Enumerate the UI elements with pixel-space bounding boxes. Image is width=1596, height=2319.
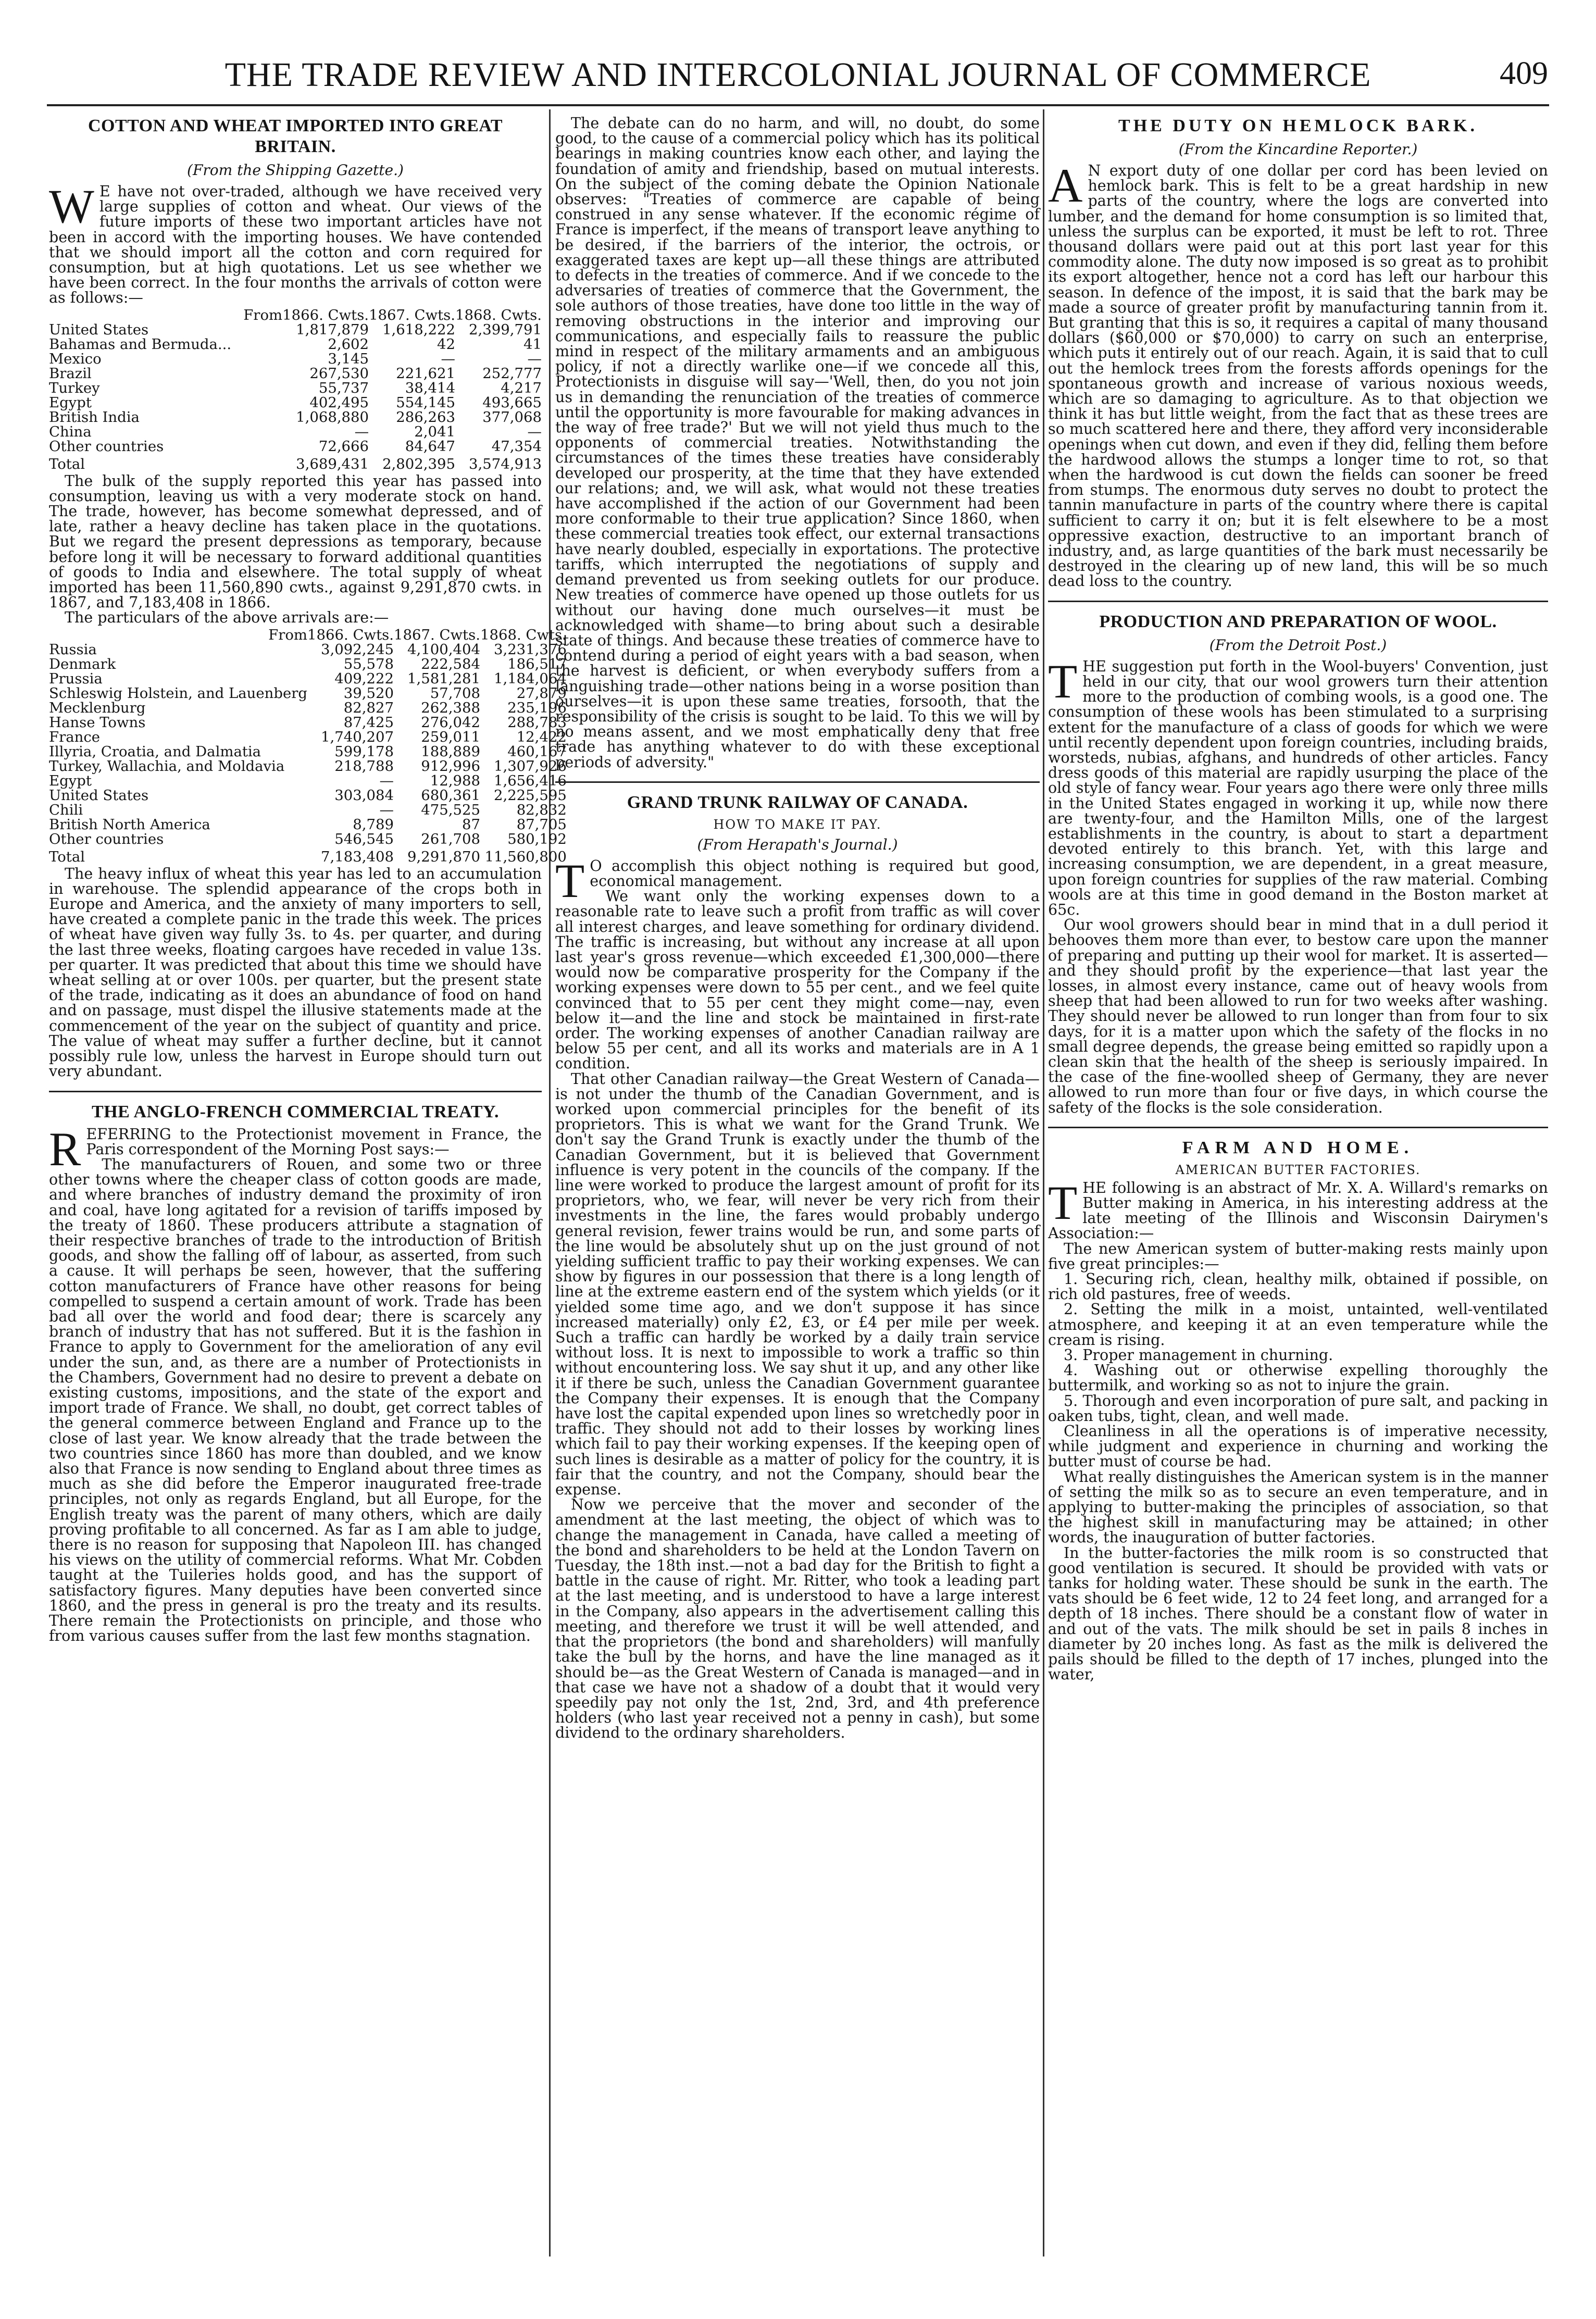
- journal-title: THE TRADE REVIEW AND INTERCOLONIAL JOURNAL OF COMMERCE: [225, 56, 1371, 94]
- table-cell-value: 2,399,791: [469, 321, 542, 338]
- table-cell-value: 222,584: [421, 655, 480, 672]
- table-cell-value: 57,708: [430, 684, 480, 702]
- table-cell-value: 42: [437, 335, 456, 353]
- table-cell-label: Schleswig Holstein, and Lauenberg: [49, 684, 308, 702]
- table-cell-value: 55,578: [343, 655, 394, 672]
- table-cell-value: 1,184,064: [493, 670, 567, 687]
- table-cell-value: —: [354, 423, 369, 440]
- table-cell-label: Mexico: [49, 350, 102, 367]
- table-cell-label: Prussia: [49, 670, 103, 687]
- paragraph: We want only the working expenses down to a reasonable rate to leave such a profit from traffic as will cover all interest charges, and leave something for ordinary dividend. The traffic is increasing, but without any increase at all upon last year's gross revenue—which exceeded £1,300,000—there would now be comparative prosperity for the Company if the working expenses were down to 55 per cent., and we feel quite convinced that to 55 per cent they might come—nay, even below it—and the line and stock be maintained in first-rate order. The working expenses of another Canadian railway are below 55 per cent, and all its works and materials are in A 1 condition.: [555, 888, 1040, 1073]
- table-cell-value: 41: [523, 335, 542, 353]
- article-title-hemlock: THE DUTY ON HEMLOCK BARK.: [1118, 116, 1478, 135]
- table-cell-value: 3,231,376: [493, 641, 567, 658]
- table-cell-label: Chili: [49, 801, 83, 818]
- table-cell-label: Turkey, Wallachia, and Moldavia: [49, 757, 285, 775]
- table-cell-value: 912,996: [421, 757, 480, 775]
- paragraph: In the butter-factories the milk room is so constructed that good ventilation is secured. It should be provided with vats or tanks for holding water. These should be sunk in the earth. The vats should be 6 feet wide, 12 to 24 feet long, and arranged for a depth of 18 inches. There should be a constant flow of water in and out of the vats. The milk should be set in pails 8 inches in diameter by 20 inches long. As fast as the milk is delivered the pails should be filled to the depth of 17 inches, plunged into the water,: [1048, 1544, 1548, 1684]
- table-cell-value: 252,777: [482, 365, 542, 382]
- article-title-farm: FARM AND HOME.: [1182, 1138, 1414, 1157]
- table-cell-value: 554,145: [396, 394, 456, 411]
- table-cell-value: 259,011: [421, 728, 480, 745]
- header-rule: [47, 104, 1549, 106]
- table-header-row: [49, 628, 567, 642]
- table-cell-value: 72,666: [318, 438, 369, 455]
- table-cell-value: 377,068: [482, 408, 542, 426]
- paragraph: The debate can do no harm, and will, no doubt, do some good, to the cause of a commercial policy which has its political bearings in making countries know each other, and laying the foundation of amity and friendship, based on mutual interests. On the subject of the coming debate the Opinion Nationale observes: "Treaties of commerce are capable of being construed in any sense whatever. If the economic régime of France is imperfect, if the means of transport leave anything to be desired, if the barriers of the interior, the octrois, or exaggerated taxes are kept up—all these things are attributed to defects in the treaties of commerce. And if we concede to the adversaries of treaties of commerce that the Government, the sole authors of those treaties, have done too little in the way of removing obstructions in the interior and improving our communications, and especially fails to reassure the public mind in respect of the military armaments and an ambiguous policy, if not a directly warlike one—if we concede all this, Protectionists in disguise will say—'Well, then, do you not join us in demanding the renunciation of the treaties of commerce until the opportunity is more favourable for making advances in the way of free trade?' But we will not yield thus much to the opponents of commercial treaties. Notwithstanding the circumstances of the times these treaties have considerably developed our prosperity, at the time that they have extended our relations; and, we will ask, what would not these treaties have accomplished if the action of our Government had been more conformable to their true application? Since 1860, when these commercial treaties took effect, our external transactions have nearly doubled, especially in exportations. The protective tariffs, which interrupted the negotiations of supply and demand prevented us from seeking outlets for our produce. New treaties of commerce have opened up those outlets for us without our having done much ourselves—it must be acknowledged with shame—to bring about such a desirable state of things. And because these treaties of commerce have to contend during a period of eight years with a bad season, when the harvest is deficient, or when everybody suffers from a languishing trade—other nations being in a worse position than ourselves—it is upon these same treaties, forsooth, that the responsibility of the crisis is sought to be laid. To this we will by no means assent, and we most emphatically deny that free trade has anything whatever to do with these exceptional periods of adversity.": [555, 115, 1040, 771]
- table-row: [49, 395, 542, 410]
- table-cell-value: 3,574,913: [469, 455, 542, 472]
- table-cell-value: 261,708: [421, 830, 480, 847]
- table-cell-value: 87,425: [343, 714, 394, 731]
- table-cell-value: 276,042: [421, 714, 480, 731]
- table-cell-label: Total: [49, 848, 85, 865]
- table-cell-value: 8,789: [353, 816, 394, 833]
- table-cell-label: Turkey: [49, 379, 100, 396]
- table-row: [49, 832, 567, 846]
- paragraph: HE suggestion put forth in the Wool-buyers' Convention, just held in our city, that our wool growers turn their attention more to the production of combing wools, is a good one. The consumption of these wools has been stimulated to a surprising extent for the manufacture of a class of goods for which we were until recently dependent upon foreign countries, including braids, worsteds, nubias, afghans, and hundreds of other articles. Fancy dress goods of this material are rapidly usurping the place of the old style of fancy wear. Four years ago there were only three mills in the United States engaged in working it up, while now there are twenty-four, and the Hamilton Mills, one of the largest establishments in the country, is about to start a department devoted entirely to this branch. Yet, with this large and increasing consumption, we are dependent, in a great measure, upon foreign countries for supplies of the raw material. Combing wools are at this time in good demand in the Boston market at 65c.: [1048, 657, 1548, 918]
- table-cell-value: 186,517: [507, 655, 567, 672]
- table-cell-value: 2,041: [414, 423, 456, 440]
- table-cell-label: Hanse Towns: [49, 714, 146, 731]
- table-cell-value: 87,705: [516, 816, 567, 833]
- column-divider: [549, 109, 551, 2256]
- table-cell-value: 11,560,800: [484, 848, 567, 865]
- table-cell-value: 1866. Cwts.: [282, 306, 369, 323]
- table-row: [49, 322, 542, 337]
- table-row: [49, 642, 567, 657]
- paragraph: The heavy influx of wheat this year has led to an accumulation in warehouse. The splendid appearance of the crops both in Europe and America, and the anxiety of many importers to sell, have created a complete panic in the trade this week. The prices of wheat have given way fully 3s. to 4s. per quarter, and during the last three weeks, floating cargoes have receded in value 13s. per quarter. It was predicted that about this time we should have wheat selling at or over 100s. per quarter, but the present state of the trade, indicating as it does an abundance of food on hand and on passage, must dispel the illusive statements made at the commencement of the year on the subject of quantity and price. The value of wheat may suffer a further decline, but it cannot possibly rule low, unless the harvest in Europe should turn out very abundant.: [49, 865, 542, 1080]
- list-item: 5. Thorough and even incorporation of pure salt, and packing in oaken tubs, tight, clean, and well made.: [1048, 1392, 1548, 1425]
- table-total-row: [49, 846, 567, 864]
- table-cell-value: 4,100,404: [407, 641, 480, 658]
- table-cell-value: 262,388: [421, 699, 480, 716]
- table-cell-value: 460,167: [507, 743, 567, 760]
- table-row: [49, 759, 567, 774]
- table-row: [49, 381, 542, 395]
- article-subtitle: HOW TO MAKE IT PAY.: [713, 817, 882, 832]
- table-cell-value: 402,495: [309, 394, 369, 411]
- paragraph: Cleanliness in all the operations is of imperative necessity, while judgment and experience in churning and working the butter must of course be had.: [1048, 1423, 1548, 1470]
- paragraph: The particulars of the above arrivals are:—: [65, 609, 389, 627]
- table-cell-value: 3,145: [328, 350, 369, 367]
- table-row: [49, 410, 542, 425]
- table-cell-value: 2,802,395: [382, 455, 456, 472]
- section-rule: [555, 781, 1040, 783]
- table-cell-value: 12,422: [516, 728, 567, 745]
- table-cell-value: —: [441, 350, 456, 367]
- drop-cap: W: [49, 180, 94, 233]
- table-cell-value: 1,307,926: [493, 757, 567, 775]
- paragraph: E have not over-traded, although we have received very large supplies of cotton and wheat. Our views of the future imports of these two important articles have not been in accord with the importing houses. We have contended that we should import all the cotton and corn required for consumption, but at high quotations. Let us see whether we have been correct. In the four months the arrivals of cotton were as follows:—: [49, 183, 542, 307]
- drop-cap: T: [555, 854, 585, 907]
- table-row: [49, 803, 567, 817]
- paragraph: EFERRING to the Protectionist movement in France, the Paris correspondent of the Morning Post says:—: [86, 1125, 542, 1158]
- paragraph: The bulk of the supply reported this year has passed into consumption, leaving us with a very moderate stock on hand. The trade, however, has become somewhat depressed, and of late, rather a heavy decline has taken place in the quotations. But we regard the present depressions as temporary, because before long it will be necessary to forward additional quantities of goods to India and elsewhere. The total supply of wheat imported has been 11,560,890 cwts., against 9,291,870 cwts. in 1867, and 7,183,408 in 1866.: [49, 472, 542, 612]
- table-cell-value: 1866. Cwts.: [307, 626, 394, 643]
- table-cell-value: 221,621: [396, 365, 456, 382]
- table-cell-value: —: [379, 801, 394, 818]
- table-row: [49, 686, 567, 701]
- table-cell-label: Mecklenburg: [49, 699, 146, 716]
- table-header-row: [49, 308, 542, 322]
- table-cell-value: 1867. Cwts.: [393, 626, 480, 643]
- table-row: [49, 730, 567, 744]
- table-cell-label: United States: [49, 321, 149, 338]
- table-cell-value: 7,183,408: [321, 848, 394, 865]
- section-rule: [1048, 1127, 1548, 1128]
- section-rule: [49, 1091, 542, 1092]
- column-1: [49, 116, 567, 2256]
- article-source: (From the Detroit Post.): [1209, 636, 1387, 654]
- table-row: [49, 671, 567, 686]
- table-cell-label: British India: [49, 408, 140, 426]
- paragraph: Our wool growers should bear in mind that in a dull period it behooves them more than ever, to bestow care upon the manner of preparing and putting up their wool for market. It is asserted—and they should profit by the experience—that last year the losses, in almost every instance, came out of heavy wools from sheep that had been allowed to run for two weeks after washing. They should never be allowed to run longer than from four to six days, for it is a matter upon which the safety of the flocks in no small degree depends, the grease being emitted so rapidly upon a clean skin that the health of the sheep is seriously impaired. In the case of the fine-woolled sheep of Germany, they are never allowed to run more than four or five days, in which course the safety of the flocks is the sole consideration.: [1048, 916, 1548, 1116]
- column-3: [1048, 116, 1548, 2256]
- drop-cap: T: [1048, 654, 1078, 708]
- drop-cap: R: [49, 1122, 81, 1176]
- table-cell-value: 1867. Cwts.: [369, 306, 456, 323]
- table-cell-value: 55,737: [318, 379, 369, 396]
- table-cell-label: Egypt: [49, 394, 92, 411]
- paragraph: That other Canadian railway—the Great Western of Canada—is not under the thumb of the Canadian Government, and is worked upon commercial principles for the benefit of its proprietors. This is what we want for the Grand Trunk. We don't say the Grand Trunk is exactly under the thumb of the Canadian Government, but it is believed that Government influence is very potent in the councils of the company. If the line were worked to produce the largest amount of profit for its proprietors, who, we fear, will never be very rich from their investments in the line, the fares would probably undergo general revision, fewer trains would be run, and some parts of the line would be absolutely shut up on the just ground of not yielding sufficient traffic to pay their working expenses. We can show by figures in our possession that there is a long length of line at the extreme eastern end of the system which yields (or it yielded some time ago, and we don't suppose it has since increased materially) only £2, £3, or £4 per mile per week. Such a traffic can hardly be worked by a daily train service without loss. It is next to impossible to work a traffic so thin without encountering loss. We say shut it up, and any other like it if there be such, unless the Canadian Government guarantee the Company their expenses. It is enough that the Company have lost the capital expended upon lines so wretchedly poor in traffic. They should not add to their losses by working lines which fail to pay their working expenses. If the keeping open of such lines is desirable as a matter of policy for the country, it is fair that the country, and not the Company, should bear the expense.: [555, 1070, 1040, 1499]
- page-number: 409: [1500, 56, 1548, 91]
- column-divider: [1043, 109, 1044, 2256]
- table-row: [49, 715, 567, 730]
- table-row: [49, 774, 567, 788]
- table-cell-value: 2,225,595: [493, 787, 567, 804]
- table-cell-label: Denmark: [49, 655, 116, 672]
- table-cell-value: 1868. Cwts.: [455, 306, 542, 323]
- table-cell-value: 4,217: [501, 379, 542, 396]
- table-total-row: [49, 454, 542, 471]
- article-subtitle: AMERICAN BUTTER FACTORIES.: [1175, 1162, 1421, 1177]
- table-cell-value: 9,291,870: [407, 848, 480, 865]
- table-row: [49, 337, 542, 352]
- table-cell-value: 27,879: [516, 684, 567, 702]
- table-cell-label: Egypt: [49, 772, 92, 789]
- table-cell-value: 1,618,222: [382, 321, 456, 338]
- table-cell-value: 87: [462, 816, 480, 833]
- list-item: 4. Washing out or otherwise expelling thoroughly the buttermilk, and working so as not to injure the grain.: [1048, 1362, 1548, 1394]
- table-cell-value: 288,783: [507, 714, 567, 731]
- table-cell-value: 1,817,879: [296, 321, 369, 338]
- table-row: [49, 366, 542, 381]
- column-2: [555, 116, 1040, 2256]
- drop-cap: T: [1048, 1176, 1078, 1229]
- paragraph: Now we perceive that the mover and seconder of the amendment at the last meeting, the object of which was to change the management in Canada, have called a meeting of the bond and shareholders to be held at the London Tavern on Tuesday, the 18th inst.—not a bad day for the British to fight a battle in the cause of right. Mr. Ritter, who took a leading part at the last meeting, and is understood to have a large interest in the Company, also appears in the advertisement calling this meeting, and therefore we trust it will be well attended, and that the proprietors (the bond and shareholders) will manfully take the bull by the horns, and have the line managed as it should be—as the Great Western of Canada is managed—and in that case we have not a shadow of a doubt that it would very speedily pay not only the 1st, 2nd, 3rd, and 4th preference holders (who last year received not a penny in cash), but some dividend to the ordinary shareholders.: [555, 1496, 1040, 1742]
- table-row: [49, 439, 542, 454]
- table-cell-value: —: [379, 772, 394, 789]
- table-cell-label: Illyria, Croatia, and Dalmatia: [49, 743, 261, 760]
- table-cell-value: 475,525: [421, 801, 480, 818]
- table-cell-value: 235,196: [507, 699, 567, 716]
- table-cell-label: Russia: [49, 641, 97, 658]
- paragraph: The new American system of butter-making rests mainly upon five great principles:—: [1048, 1240, 1548, 1273]
- article-title-cotton: COTTON AND WHEAT IMPORTED INTO GREAT BRITAIN.: [88, 116, 503, 156]
- table-cell-label: From: [268, 626, 308, 643]
- table-cell-value: 580,192: [507, 830, 567, 847]
- table-cell-value: 82,827: [343, 699, 394, 716]
- table-cell-value: 546,545: [334, 830, 394, 847]
- table-row: [49, 352, 542, 366]
- table-cell-value: 2,602: [328, 335, 369, 353]
- table-cell-value: 267,530: [309, 365, 369, 382]
- paragraph: The manufacturers of Rouen, and some two or three other towns where the cheaper class of cotton goods are made, and where branches of industry demand the proximity of iron and coal, have long agitated for a revision of tariffs imposed by the treaty of 1860. These producers attribute a stagnation of their respective branches of trade to the introduction of British goods, and show the falling off of labour, as asserted, from such a cause. It will perhaps be seen, however, that the suffering cotton manufacturers of France have other reasons for being compelled to suspend a certain amount of work. Trade has been bad all over the world and food dear; there is scarcely any branch of industry that has not suffered. But it is the fashion in France to apply to Government for the amelioration of any evil under the sun, and, as there are a number of Protectionists in the Chambers, Government had no desire to prevent a debate on existing customs, impositions, and the state of the export and import trade of France. We shall, no doubt, get correct tables of the general commerce between England and France up to the close of last year. We know already that the trade between the two countries since 1860 has more than doubled, and we know also that France is now sending to England about three times as much as she did before the Emperor inaugurated free-trade principles, not only as regards England, but all Europe, for the English treaty was the parent of many others, which are daily proving profitable to all concerned. As far as I am able to judge, there is no reason for supposing that Napoleon III. has changed his views on the utility of commercial reforms. What Mr. Cobden taught at the Tuileries holds good, and has the support of satisfactory figures. Many deputies have been converted since 1860, and the press in general is pro the treaty and its results. There remain the Protectionists on principle, and those who from various causes suffer from the last few months stagnation.: [49, 1155, 542, 1645]
- table-cell-value: 38,414: [405, 379, 456, 396]
- table-cell-label: Bahamas and Bermuda...: [49, 335, 232, 353]
- list-item: 2. Setting the milk in a moist, untainted, well-ventilated atmosphere, and keeping it at an even temperature while the cream is rising.: [1048, 1301, 1548, 1349]
- table-cell-value: 84,647: [405, 438, 456, 455]
- table-cell-value: 82,832: [516, 801, 567, 818]
- table-cell-label: Total: [49, 455, 85, 472]
- table-cell-value: 286,263: [396, 408, 456, 426]
- table-cell-label: Brazil: [49, 365, 92, 382]
- paragraph: What really distinguishes the American system is in the manner of setting the milk so as to secure an even temperature, and in applying to butter-making the principles of association, so that the highest skill in manufacturing may be attained; in other words, the inauguration of butter factories.: [1048, 1468, 1548, 1547]
- table-cell-value: 3,092,245: [321, 641, 394, 658]
- table-cell-value: 218,788: [334, 757, 394, 775]
- drop-cap: A: [1048, 159, 1083, 212]
- table-row: [49, 425, 542, 439]
- paragraph: O accomplish this object nothing is required but good, economical management.: [590, 857, 1040, 890]
- list-item: 1. Securing rich, clean, healthy milk, obtained if possible, on rich old pastures, free of weeds.: [1048, 1270, 1548, 1303]
- table-cell-label: United States: [49, 787, 149, 804]
- table-cell-label: Other countries: [49, 830, 164, 847]
- table-cell-label: France: [49, 728, 101, 745]
- page-header: [48, 52, 1548, 104]
- table-cell-value: 1,581,281: [407, 670, 480, 687]
- cotton-imports-table: [49, 308, 542, 471]
- article-title-wool: PRODUCTION AND PREPARATION OF WOOL.: [1099, 612, 1497, 631]
- list-item: 3. Proper management in churning.: [1064, 1346, 1333, 1364]
- table-cell-value: 188,889: [421, 743, 480, 760]
- table-cell-value: 680,361: [421, 787, 480, 804]
- table-cell-value: 1868. Cwts.: [480, 626, 567, 643]
- table-cell-value: 599,178: [334, 743, 394, 760]
- table-cell-value: —: [527, 423, 542, 440]
- article-source: (From the Kincardine Reporter.): [1178, 141, 1418, 158]
- table-cell-value: 3,689,431: [296, 455, 369, 472]
- table-cell-value: 1,740,207: [321, 728, 394, 745]
- table-cell-value: 47,354: [491, 438, 542, 455]
- table-cell-value: 12,988: [430, 772, 480, 789]
- article-source: (From the Shipping Gazette.): [187, 161, 404, 179]
- paragraph: N export duty of one dollar per cord has been levied on hemlock bark. This is felt to be a great hardship in new parts of the country, where the logs are converted into lumber, and the demand for home consumption is so limited that, unless the surplus can be exported, it must be left to rot. Three thousand dollars were paid out at this port last year for this commodity alone. The duty now imposed is so great as to prohibit its export altogether, hence not a cord has left our harbour this season. In defence of the impost, it is said that the bark may be made a source of greater profit by manufacturing tannin from it. But granting that this is so, it requires a capital of many thousand dollars ($60,000 or $70,000) to carry on such an enterprise, which puts it entirely out of our reach. Again, it is said that to cull out the hemlock trees from the forests affords openings for the spontaneous growth and increase of various noxious weeds, which are so damaging to agriculture. As to that objection we think it has but little weight, from the fact that as these trees are so much scattered here and there, they afford very inconsiderable openings when cut down, and even if they did, felling them before the hardwood allows the stumps a longer time to rot, so that when the hardwood is cut down the fields can sooner be freed from stumps. The enormous duty serves no doubt to protect the tannin manufacture in parts of the country where there is capital sufficient to carry it on; but it is felt elsewhere to be a most oppressive exaction, destructive to an important branch of industry, and, as large quantities of the bark must necessarily be destroyed in the clearing up of new land, this will be so much dead loss to the country.: [1048, 162, 1548, 590]
- article-source: (From Herapath's Journal.): [697, 836, 898, 853]
- table-cell-label: Other countries: [49, 438, 164, 455]
- table-row: [49, 788, 567, 803]
- wheat-imports-table: [49, 628, 567, 864]
- article-title-grand-trunk: GRAND TRUNK RAILWAY OF CANADA.: [627, 792, 968, 812]
- table-cell-value: 493,665: [482, 394, 542, 411]
- table-cell-value: —: [527, 350, 542, 367]
- table-cell-label: China: [49, 423, 92, 440]
- table-row: [49, 817, 567, 832]
- section-rule: [1048, 601, 1548, 602]
- table-cell-value: 1,656,416: [493, 772, 567, 789]
- article-title-anglo-french: THE ANGLO-FRENCH COMMERCIAL TREATY.: [92, 1102, 499, 1121]
- table-cell-label: British North America: [49, 816, 210, 833]
- table-cell-value: 303,084: [334, 787, 394, 804]
- table-cell-value: 1,068,880: [296, 408, 369, 426]
- table-row: [49, 657, 567, 671]
- table-row: [49, 701, 567, 715]
- table-cell-label: From: [243, 306, 283, 323]
- table-row: [49, 744, 567, 759]
- table-cell-value: 409,222: [334, 670, 394, 687]
- paragraph: HE following is an abstract of Mr. X. A. Willard's remarks on Butter making in America, in his interesting address at the late meeting of the Illinois and Wisconsin Dairymen's Association:—: [1048, 1179, 1548, 1242]
- table-cell-value: 39,520: [343, 684, 394, 702]
